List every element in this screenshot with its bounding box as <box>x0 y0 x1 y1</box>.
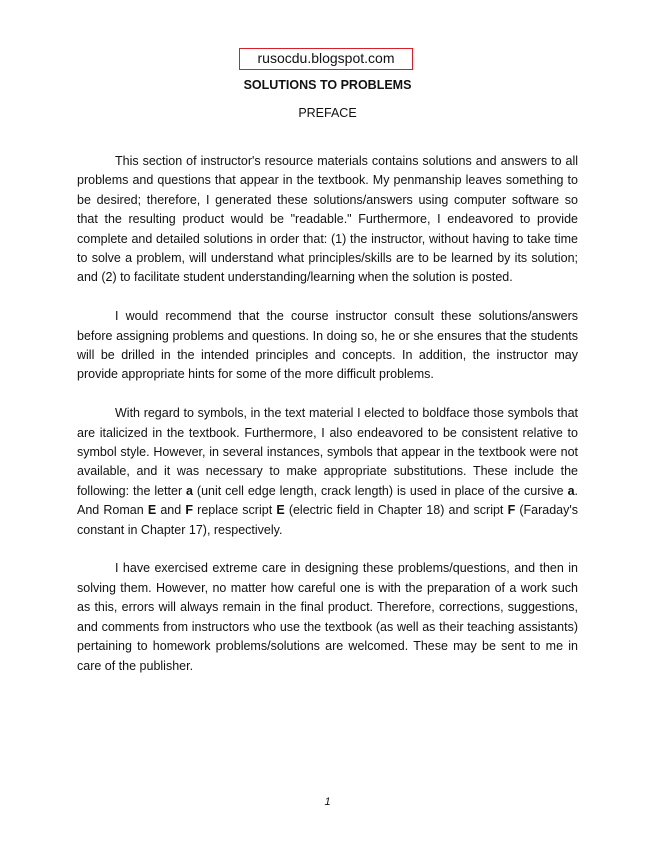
section-heading-preface: PREFACE <box>298 106 357 120</box>
symbol-e-bold: E <box>147 503 157 518</box>
symbols-text-4: and <box>156 503 186 518</box>
symbols-text-1: With regard to symbols, in the text material I elected to boldface those symbols that are italicized in the textbook. Furthermore, I also endeavored to be consistent relative to symbol style. However, in several instances, symbols that appear in the textbook were not available, and it was necessary to make appropriate substitutions. These include the following: the letter <box>77 406 578 498</box>
symbols-text-3: . And Roman <box>77 483 578 518</box>
page-number: 1 <box>324 796 331 808</box>
paragraph-symbols <box>77 404 578 540</box>
symbol-a-bold: a <box>186 483 193 498</box>
watermark-url-stamp: rusocdu.blogspot.com <box>239 48 413 70</box>
paragraph-purpose: This section of instructor's resource materials contains solutions and answers to all problems and questions that appear in the textbook. My penmanship leaves something to be desired; therefore, I generated these solutions/answers using computer software so that the resulting product would be "readable." Furthermore, I endeavored to provide complete and detailed solutions in order that: (1) the instructor, without having to take time to solve a problem, will understand what principles/skills are to be learned by its solution; and (2) to facilitate student understanding/learning when the solution is posted. <box>77 154 578 285</box>
symbols-text-7: (Faraday's constant in Chapter 17), respectively. <box>77 503 579 537</box>
symbol-a-bold-2: a <box>567 483 575 498</box>
preface-body <box>77 152 578 695</box>
symbol-f-bold: F <box>185 503 193 518</box>
document-title: SOLUTIONS TO PROBLEMS <box>243 78 412 92</box>
symbols-text-6: (electric field in Chapter 18) and script <box>284 503 508 518</box>
symbol-f-bold-2: F <box>507 503 516 518</box>
symbol-e-bold-2: E <box>276 503 285 518</box>
paragraph-closing: I have exercised extreme care in designing these problems/questions, and then in solving them. However, no matter how careful one is with the preparation of a work such as this, errors will always remain in the final product. Therefore, corrections, suggestions, and comments from instructors who use the textbook (as well as their teaching assistants) pertaining to homework problems/solutions are welcomed. These may be sent to me in care of the publisher. <box>77 561 578 673</box>
symbols-text-5: replace script <box>193 503 277 518</box>
paragraph-recommendation: I would recommend that the course instructor consult these solutions/answers before assigning problems and questions. In doing so, he or she ensures that the students will be drilled in the intended principles and concepts. In addition, the instructor may provide appropriate hints for some of the more difficult problems. <box>77 309 578 382</box>
symbols-text-2: (unit cell edge length, crack length) is used in place of the cursive <box>193 483 568 498</box>
